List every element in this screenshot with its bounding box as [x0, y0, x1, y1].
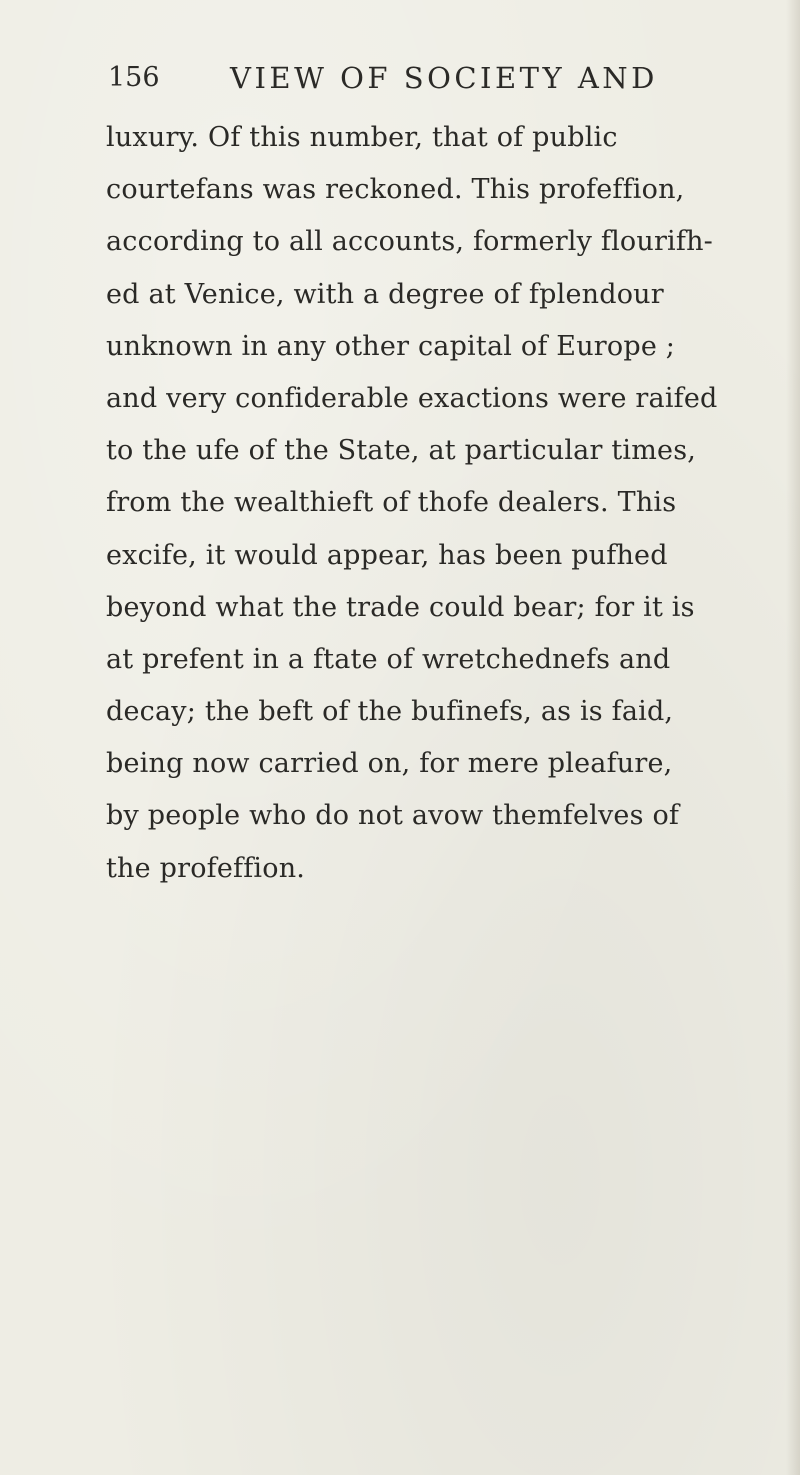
text-line: excife, it would appear, has been pufhed [106, 539, 668, 571]
text-line: to the ufe of the State, at particular times, [106, 435, 697, 467]
text-line: luxury. Of this number, that of public [106, 122, 618, 153]
page-number: 156 [108, 62, 160, 93]
text-line: decay; the beft of the bufinefs, as is faid, [106, 696, 674, 728]
text-line: ed at Venice, with a degree of fplendour [106, 278, 664, 310]
text-line: being now carried on, for mere pleafure, [106, 748, 673, 780]
running-head [108, 58, 728, 98]
text-line: the profeffion. [106, 852, 306, 884]
text-line: beyond what the trade could bear; for it is [106, 591, 695, 623]
text-line: by people who do not avow themfelves of [106, 800, 680, 832]
text-line: at prefent in a ftate of wretchednefs and [106, 643, 671, 675]
text-line: and very confiderable exactions were raifed [106, 382, 718, 414]
text-line: according to all accounts, formerly flourifh- [106, 226, 713, 258]
running-head-title: VIEW OF SOCIETY AND [230, 61, 658, 95]
text-line: courtefans was reckoned. This profeffion, [106, 174, 685, 206]
body-text [106, 112, 796, 895]
text-line: from the wealthieft of thofe dealers. This [106, 487, 677, 519]
text-line: unknown in any other capital of Europe ; [106, 330, 676, 362]
